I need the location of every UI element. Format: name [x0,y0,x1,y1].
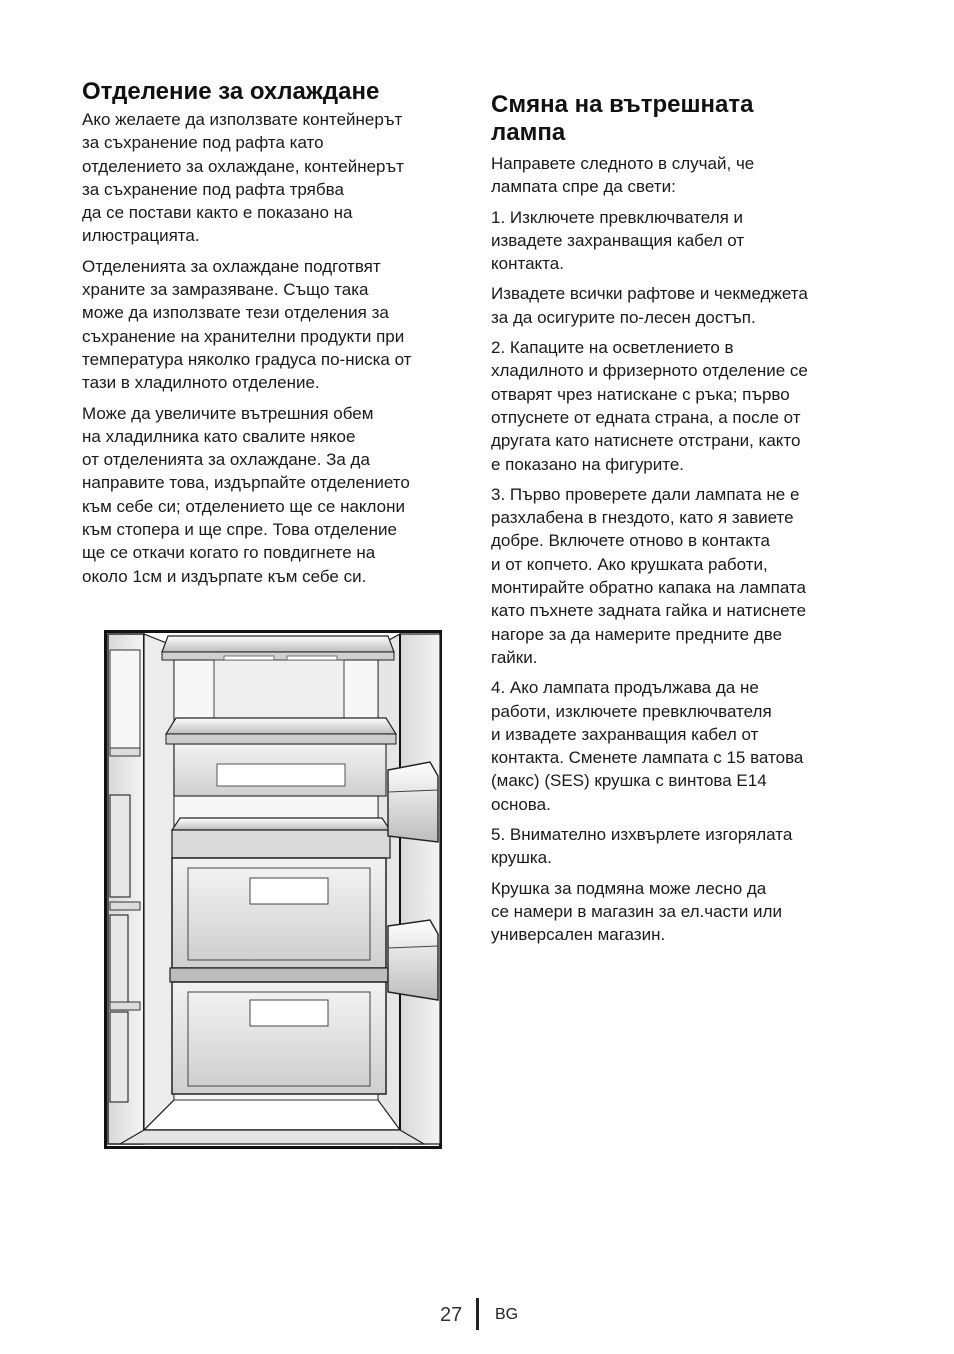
paragraph: 1. Изключете превключвателя и извадете захранващия кабел от контакта. [491,207,745,274]
fridge-interior-illustration [104,630,442,1149]
paragraph: 4. Ако лампата продължава да не работи, изключете превключвателя и извадете захранващия кабел от контакта. Сменете лампата с 15 ватова (макс) (SES) крушка с винтова Е14 основа. [491,678,804,814]
paragraph: Отделенията за охлаждане подготвят храните за замразяване. Също така може да използвате тези отделения за съхранение на хранителни продукти при температура няколко градуса по-ниска от тази в хладилното отделение. [82,256,412,393]
paragraph: Може да увеличите вътрешния обем на хладилника като свалите някое от отделенията за охлаждане. За да направите това, издърпайте отделението към себе си; отделението ще се наклони към стопера и ще спре. Това отделение ще се откачи когато го повдигнете на около 1см и издърпате към себе си. [82,403,410,586]
paragraph: 2. Капаците на осветлението в хладилното и фризерното отделение се отварят чрез натискане с ръка; първо отпуснете от едната страна, а после от другата като натиснете отстрани, както е показано на фигурите. [491,338,808,474]
paragraph: 5. Внимателно изхвърлете изгорялата крушка. [491,825,793,868]
paragraph: Ако желаете да използвате контейнерът за съхранение под рафта като отделението за охлаждане, контейнерът за съхранение под рафта трябва да се постави както е показано на илюстрацията. [82,110,404,246]
right-column [491,78,881,954]
language-code: BG [495,1306,519,1323]
paragraph: Крушка за подмяна може лесно да се намери в магазин за ел.части или универсален магазин. [491,878,782,945]
section-title-cooling-compartment: Отделение за охлаждане [82,78,380,105]
page-number: 27 [440,1304,463,1326]
left-column [82,78,462,595]
paragraph: 3. Първо проверете дали лампата не е разхлабена в гнездото, като я завиете добре. Включете отново в контакта и от копчето. Ако крушката работи, монтирайте обратно капака на лампата като пъхнете задната гайка и натиснете нагоре за да намерите предните две гайки. [491,484,807,667]
paragraph: Извадете всички рафтове и чекмеджета за да осигурите по-лесен достъп. [491,284,808,327]
section-title-lamp-replacement: Смяна на вътрешната лампа [491,91,754,146]
page-footer [0,1298,954,1332]
paragraph: Направете следното в случай, че лампата спре да свети: [491,154,755,197]
footer-divider [476,1298,479,1330]
